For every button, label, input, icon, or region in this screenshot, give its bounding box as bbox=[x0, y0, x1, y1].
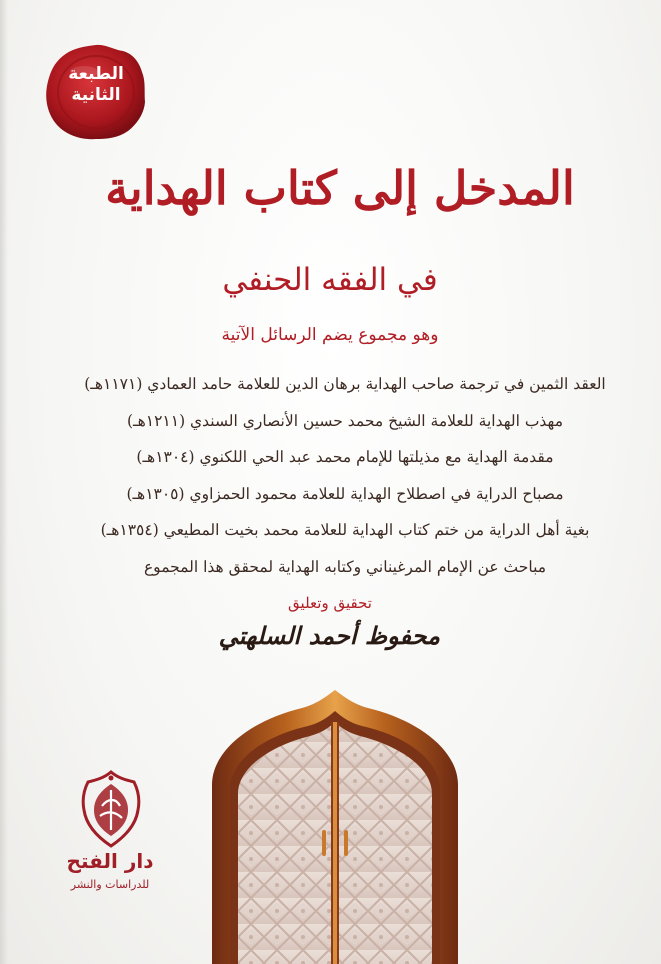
publisher-name: دار الفتح bbox=[66, 849, 154, 873]
treatise-item: بغية أهل الدراية من ختم كتاب الهداية للعلامة محمد بخيت المطيعي (١٣٥٤هـ) bbox=[100, 521, 590, 540]
arched-door-icon bbox=[212, 690, 458, 964]
treatise-item: مهذب الهداية للعلامة الشيخ محمد حسين الأنصاري السندي (١٢١١هـ) bbox=[126, 411, 564, 430]
spine-shadow bbox=[0, 0, 8, 964]
editing-label: تحقيق وتعليق bbox=[288, 594, 372, 612]
edition-badge: الطبعة الثانية bbox=[68, 64, 124, 105]
treatise-item: مصباح الدراية في اصطلاح الهداية للعلامة محمود الحمزاوي (١٣٠٥هـ) bbox=[126, 484, 564, 503]
book-subtitle: في الفقه الحنفي bbox=[222, 262, 438, 298]
publisher-tagline: للدراسات والنشر bbox=[70, 878, 150, 891]
editor-name: محفوظ أحمد السلهتي bbox=[218, 621, 440, 650]
publisher-calligraphy-icon bbox=[78, 770, 144, 850]
treatise-item: مقدمة الهداية مع مذيلتها للإمام محمد عبد الحي اللكنوي (١٣٠٤هـ) bbox=[136, 448, 554, 467]
treatise-list bbox=[80, 366, 610, 586]
book-title: المدخل إلى كتاب الهداية bbox=[105, 161, 575, 215]
treatise-item: العقد الثمين في ترجمة صاحب الهداية برهان الدين للعلامة حامد العمادي (١١٧١هـ) bbox=[84, 375, 606, 393]
contents-intro: وهو مجموع يضم الرسائل الآتية bbox=[221, 325, 439, 345]
treatise-item: مباحث عن الإمام المرغيناني وكتابه الهداية لمحقق هذا المجموع bbox=[143, 557, 547, 576]
